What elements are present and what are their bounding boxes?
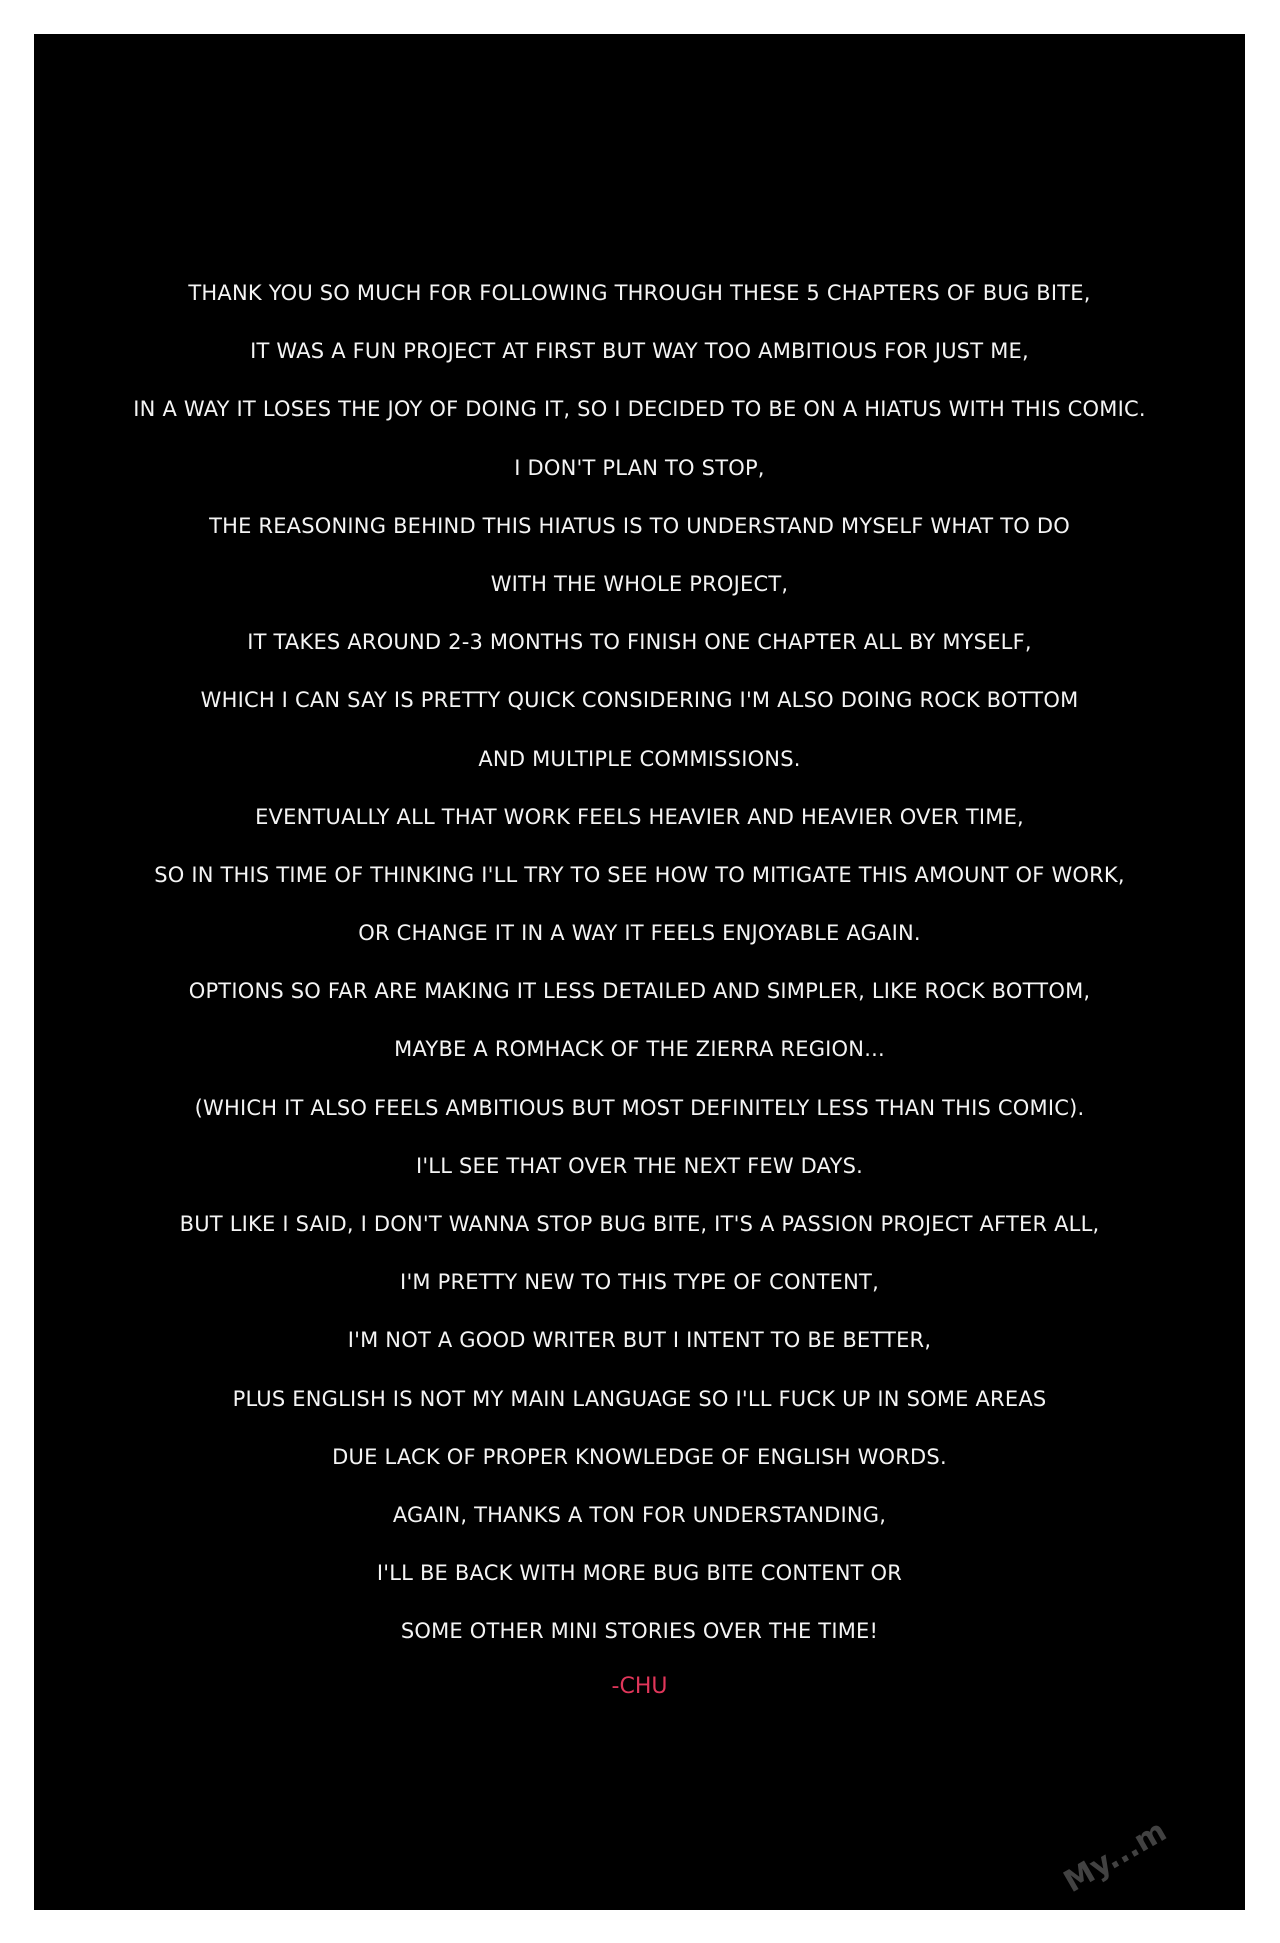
letter-line: MAYBE A ROMHACK OF THE ZIERRA REGION... bbox=[394, 1037, 885, 1062]
letter-line: WITH THE WHOLE PROJECT, bbox=[490, 571, 789, 596]
author-signature: -CHU bbox=[611, 1674, 668, 1699]
letter-line: I'LL BE BACK WITH MORE BUG BITE CONTENT OR bbox=[376, 1561, 903, 1586]
letter-line: I DON'T PLAN TO STOP, bbox=[514, 455, 765, 480]
letter-line: AND MULTIPLE COMMISSIONS. bbox=[478, 746, 801, 771]
letter-line: DUE LACK OF PROPER KNOWLEDGE OF ENGLISH WORDS. bbox=[332, 1444, 947, 1469]
comic-panel bbox=[34, 34, 1245, 1910]
letter-line: SO IN THIS TIME OF THINKING I'LL TRY TO SEE HOW TO MITIGATE THIS AMOUNT OF WORK, bbox=[154, 862, 1125, 887]
letter-line: OR CHANGE IT IN A WAY IT FEELS ENJOYABLE AGAIN. bbox=[358, 921, 921, 946]
letter-line: OPTIONS SO FAR ARE MAKING IT LESS DETAILED AND SIMPLER, LIKE ROCK BOTTOM, bbox=[188, 979, 1091, 1004]
letter-line: THE REASONING BEHIND THIS HIATUS IS TO UNDERSTAND MYSELF WHAT TO DO bbox=[209, 513, 1070, 538]
letter-line: SOME OTHER MINI STORIES OVER THE TIME! bbox=[400, 1619, 879, 1644]
letter-line: I'LL SEE THAT OVER THE NEXT FEW DAYS. bbox=[415, 1153, 864, 1178]
letter-line: PLUS ENGLISH IS NOT MY MAIN LANGUAGE SO I'LL FUCK UP IN SOME AREAS bbox=[232, 1386, 1047, 1411]
letter-line: (WHICH IT ALSO FEELS AMBITIOUS BUT MOST DEFINITELY LESS THAN THIS COMIC). bbox=[194, 1095, 1085, 1120]
letter-body bbox=[34, 281, 1245, 1678]
letter-line: THANK YOU SO MUCH FOR FOLLOWING THROUGH THESE 5 CHAPTERS OF BUG BITE, bbox=[188, 281, 1091, 305]
site-watermark bbox=[950, 1785, 1270, 1935]
letter-line: IT WAS A FUN PROJECT AT FIRST BUT WAY TOO AMBITIOUS FOR JUST ME, bbox=[250, 339, 1029, 364]
letter-line: WHICH I CAN SAY IS PRETTY QUICK CONSIDERING I'M ALSO DOING ROCK BOTTOM bbox=[200, 688, 1079, 713]
letter-line: BUT LIKE I SAID, I DON'T WANNA STOP BUG BITE, IT'S A PASSION PROJECT AFTER ALL, bbox=[179, 1212, 1100, 1236]
watermark-text: My...m bbox=[1057, 1813, 1173, 1900]
letter-line: AGAIN, THANKS A TON FOR UNDERSTANDING, bbox=[392, 1502, 887, 1527]
letter-line: IT TAKES AROUND 2-3 MONTHS TO FINISH ONE CHAPTER ALL BY MYSELF, bbox=[247, 630, 1032, 655]
letter-line: IN A WAY IT LOSES THE JOY OF DOING IT, SO I DECIDED TO BE ON A HIATUS WITH THIS COMIC. bbox=[133, 397, 1146, 422]
letter-line: I'M NOT A GOOD WRITER BUT I INTENT TO BE BETTER, bbox=[347, 1328, 932, 1353]
letter-line: I'M PRETTY NEW TO THIS TYPE OF CONTENT, bbox=[400, 1270, 879, 1295]
letter-line: EVENTUALLY ALL THAT WORK FEELS HEAVIER AND HEAVIER OVER TIME, bbox=[255, 804, 1024, 829]
